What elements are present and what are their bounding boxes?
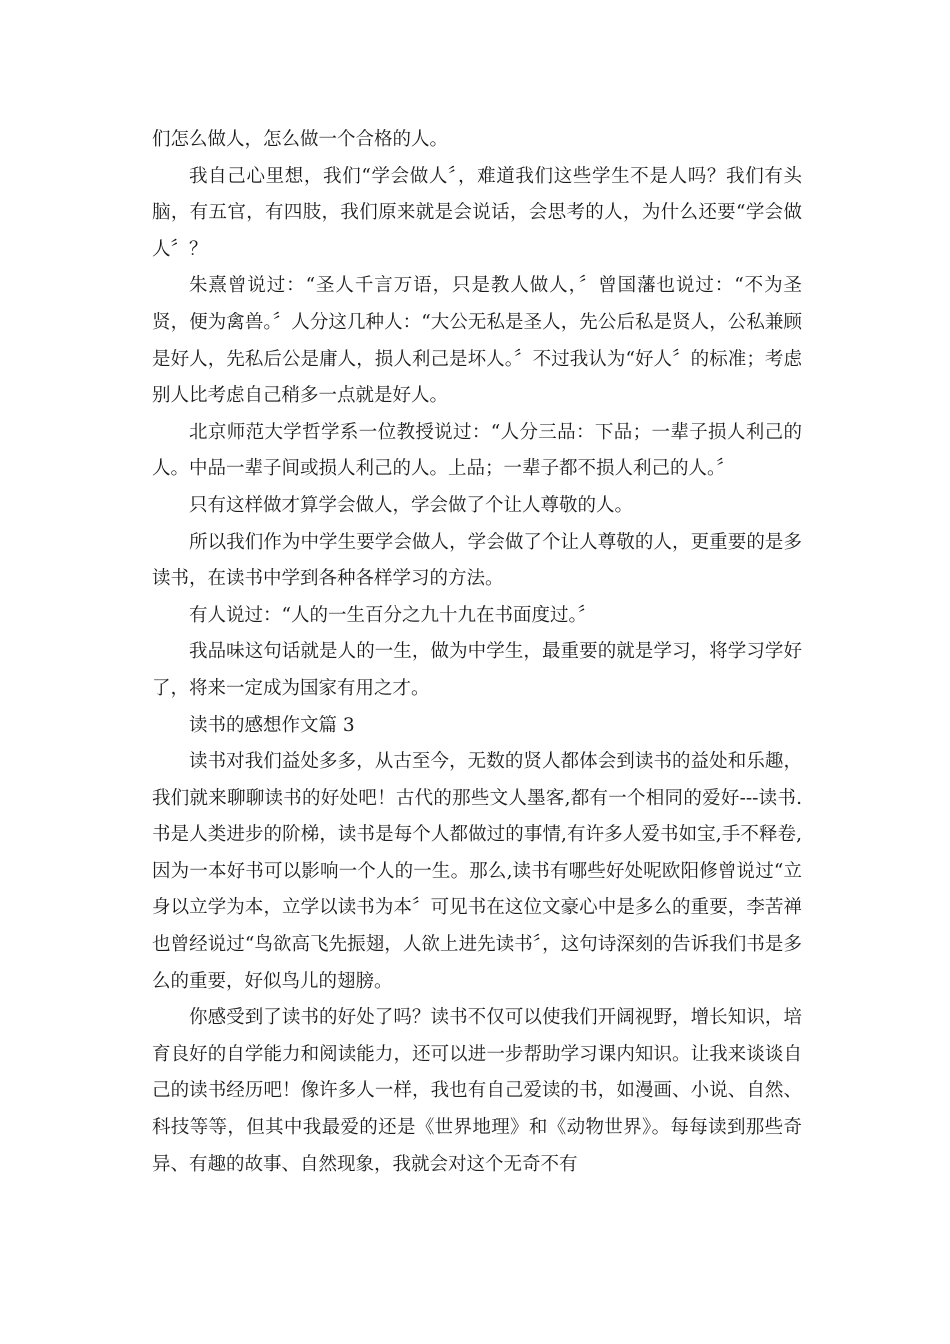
paragraph-10: 你感受到了读书的好处了吗？读书不仅可以使我们开阔视野，增长知识，培育良好的自学能力和阅读能力，还可以进一步帮助学习课内知识。让我来谈谈自己的读书经历吧！像许多人一样，我也有自己爱读的书，如漫画、小说、自然、科技等等，但其中我最爱的还是《世界地理》和《动物世界》。每每读到那些奇异、有趣的故事、自然现象，我就会对这个无奇不有 [152, 1007, 802, 1175]
paragraph-4: 北京师范大学哲学系一位教授说过：“人分三品：下品；一辈子损人利己的人。中品一辈子间或损人利己的人。上品；一辈子都不损人利己的人。〞 [152, 421, 802, 480]
paragraph-5: 只有这样做才算学会做人，学会做了个让人尊敬的人。 [189, 494, 634, 516]
paragraph-9: 读书对我们益处多多，从古至今，无数的贤人都体会到读书的益处和乐趣，我们就来聊聊读书的好处吧！古代的那些文人墨客,都有一个相同的爱好---读书.书是人类进步的阶梯，读书是每个人都做过的事情,有许多人爱书如宝,手不释卷,因为一本好书可以影响一个人的一生。那么,读书有哪些好处呢欧阳修曾说过“立身以立学为本，立学以读书为本〞可见书在这位文豪心中是多么的重要，李苦禅也曾经说过“鸟欲高飞先振翅，人欲上进先读书〞，这句诗深刻的告诉我们书是多么的重要，好似鸟儿的翅膀。 [152, 751, 802, 992]
paragraph-1: 们怎么做人，怎么做一个合格的人。 [152, 129, 449, 150]
paragraph-6: 所以我们作为中学生要学会做人，学会做了个让人尊敬的人，更重要的是多读书，在读书中学到各种各样学习的方法。 [152, 531, 802, 590]
document-page [152, 122, 802, 1183]
paragraph-7: 有人说过：“人的一生百分之九十九在书面度过。〞 [189, 604, 597, 626]
paragraph-3: 朱熹曾说过：“圣人千言万语，只是教人做人，〞曾国藩也说过：“不为圣贤，便为禽兽。〞人分这几种人：“大公无私是圣人，先公后私是贤人，公私兼顾是好人，先私后公是庸人，损人利己是坏人。〞不过我认为“好人〞的标准；考虑别人比考虑自己稍多一点就是好人。 [152, 275, 802, 407]
paragraph-2: 我自己心里想，我们“学会做人〞，难道我们这些学生不是人吗？我们有头脑，有五官，有四肢，我们原来就是会说话，会思考的人，为什么还要“学会做人〞？ [152, 165, 802, 260]
paragraph-8: 我品味这句话就是人的一生，做为中学生，最重要的就是学习，将学习学好了，将来一定成为国家有用之才。 [152, 641, 802, 699]
section-heading: 读书的感想作文篇 3 [189, 714, 355, 736]
